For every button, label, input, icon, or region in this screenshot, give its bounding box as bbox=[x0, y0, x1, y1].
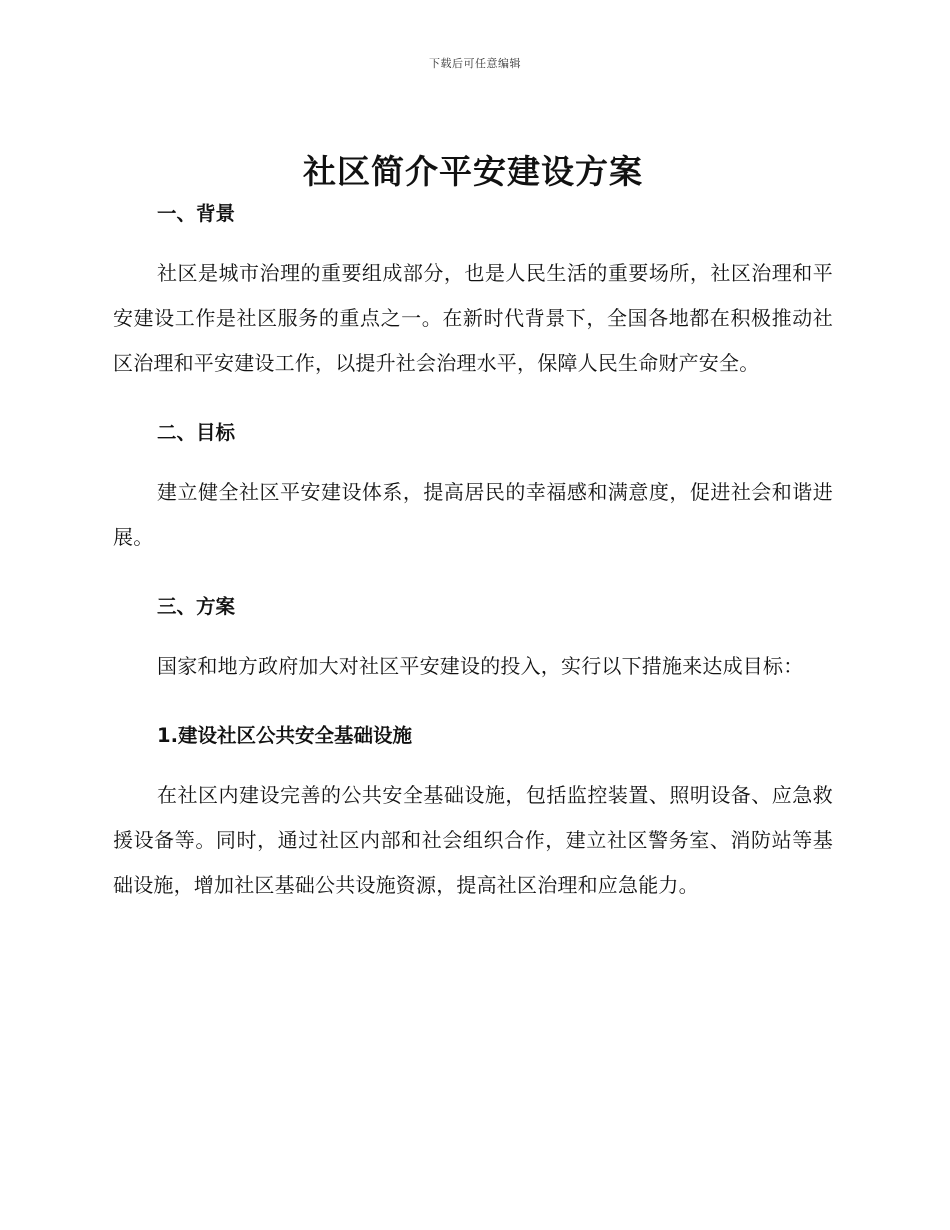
header-note: 下载后可任意编辑 bbox=[429, 57, 521, 70]
section-heading-goal: 二、目标 bbox=[157, 421, 236, 444]
section-heading-plan: 三、方案 bbox=[157, 595, 236, 618]
document-title: 社区简介平安建设方案 bbox=[303, 152, 643, 191]
subsection-text-measure-1: 在社区内建设完善的公共安全基础设施，包括监控装置、照明设备、应急救援设备等。同时，通过社区内部和社会组织合作，建立社区警务室、消防站等基础设施，增加社区基础公共设施资源，提高社区治理和应急能力。 bbox=[113, 783, 833, 897]
section-heading-background: 一、背景 bbox=[157, 202, 236, 225]
document-body bbox=[113, 150, 833, 908]
section-text-plan: 国家和地方政府加大对社区平安建设的投入，实行以下措施来达成目标： bbox=[157, 654, 804, 678]
section-text-background: 社区是城市治理的重要组成部分，也是人民生活的重要场所，社区治理和平安建设工作是社区服务的重点之一。在新时代背景下，全国各地都在积极推动社区治理和平安建设工作，以提升社会治理水平，保障人民生命财产安全。 bbox=[113, 261, 833, 375]
section-text-goal: 建立健全社区平安建设体系，提高居民的幸福感和满意度，促进社会和谐进展。 bbox=[113, 480, 833, 549]
subsection-heading-measure-1: 1.建设社区公共安全基础设施 bbox=[157, 724, 412, 747]
